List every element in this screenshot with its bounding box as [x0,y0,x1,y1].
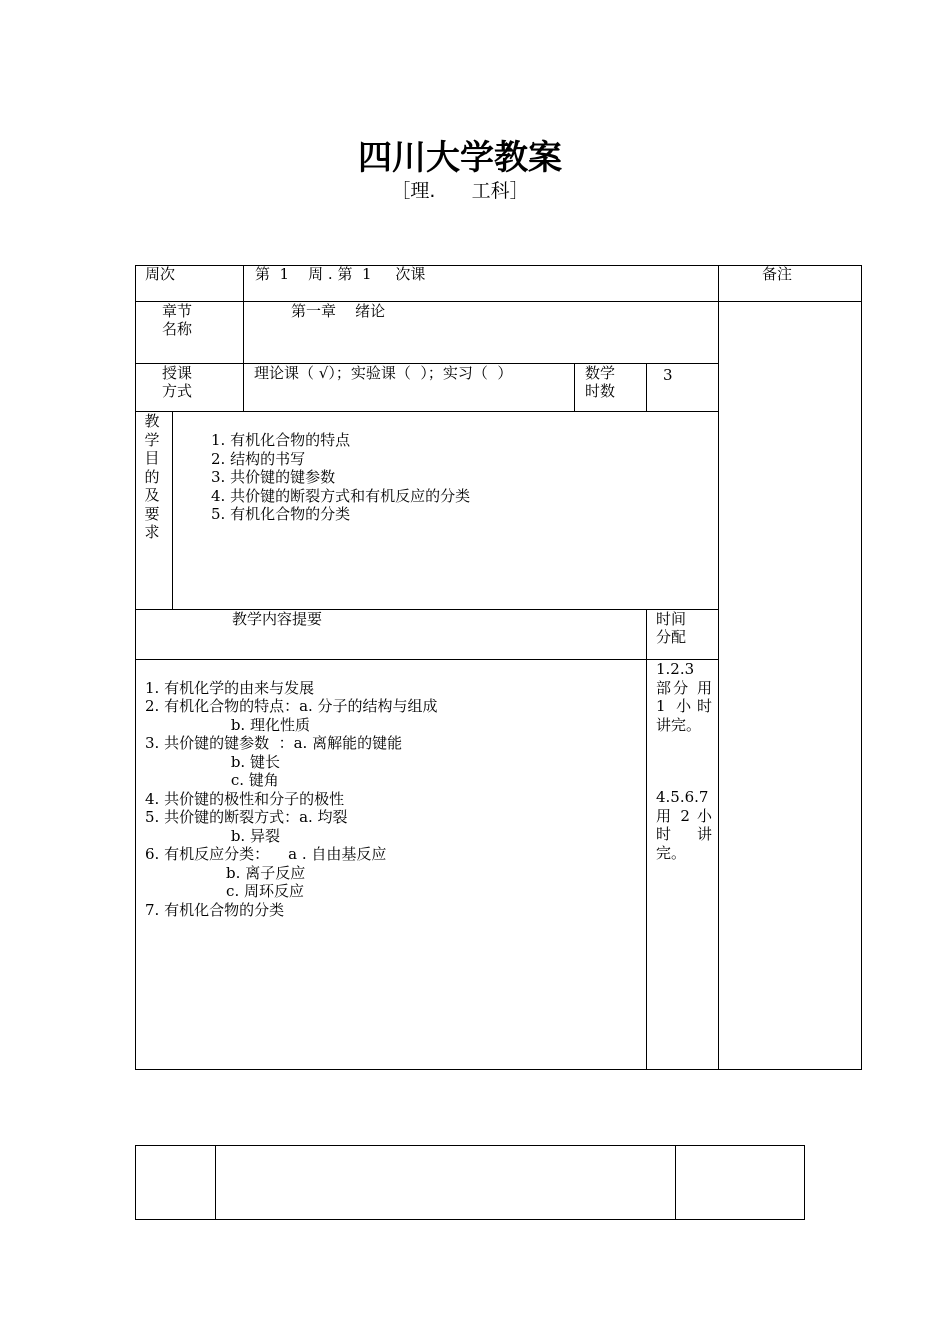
table-border-bottom [135,1219,805,1220]
table-rule [135,659,719,660]
table-rule [718,265,719,1070]
content-line: b. 理化性质 [145,716,310,734]
table-rule [646,609,647,1070]
method-label-2: 方式 [162,382,193,400]
objective-item: 1. 有机化合物的特点 [211,431,351,449]
content-header: 教学内容提要 [232,610,323,628]
table-rule [574,363,575,412]
time-header-1: 时间 [656,610,687,628]
content-line: b. 异裂 [145,827,280,845]
content-line: 4. 共价键的极性和分子的极性 [145,790,345,808]
chapter-label-1: 章节 [162,302,193,320]
content-line: 5. 共价键的断裂方式：a. 均裂 [145,808,348,826]
table-rule [172,411,173,610]
table-border-right [861,265,862,1070]
content-line: 1. 有机化学的由来与发展 [145,679,315,697]
table-rule [135,411,719,412]
page-title: 四川大学教案 [358,138,562,178]
time-note: 4.5.6.7 用 2 小 时 讲完。 [656,788,712,862]
table-border-bottom [135,1069,862,1070]
content-line: c. 周环反应 [145,882,304,900]
content-line: b. 键长 [145,753,280,771]
week-label: 周次 [145,265,176,283]
objective-item: 5. 有机化合物的分类 [211,505,351,523]
time-header-2: 分配 [656,628,687,646]
hours-label-2: 时数 [585,382,616,400]
week-value: 第 1 周 . 第 1 次课 [255,265,426,283]
content-line: c. 键角 [145,771,279,789]
table-border-right [804,1145,805,1220]
table-rule [135,609,719,610]
time-note: 1.2.3 部分 用 1 小时 讲完。 [656,660,712,734]
table-border-left [135,265,136,1070]
table-rule [215,1145,216,1220]
table-border-left [135,1145,136,1220]
content-line: 7. 有机化合物的分类 [145,901,285,919]
table-border-top [135,1145,805,1146]
page-subtitle: ［理. 工科］ [391,180,529,202]
chapter-value: 第一章 绪论 [291,302,386,320]
hours-label-1: 数学 [585,364,616,382]
content-line: 3. 共价键的键参数 ：a. 离解能的键能 [145,734,403,752]
table-rule [646,363,647,412]
objective-item: 4. 共价键的断裂方式和有机反应的分类 [211,487,471,505]
objective-item: 3. 共价键的键参数 [211,468,336,486]
table-border-top [135,265,862,266]
remarks-label: 备注 [762,265,793,283]
objectives-label: 教学目的及要求 [144,412,160,541]
method-label-1: 授课 [162,364,193,382]
content-line: 6. 有机反应分类： a . 自由基反应 [145,845,387,863]
content-line: b. 离子反应 [145,864,306,882]
hours-value: 3 [663,366,673,384]
table-rule [135,301,862,302]
objective-item: 2. 结构的书写 [211,450,306,468]
table-rule [243,265,244,412]
table-rule [675,1145,676,1220]
method-value: 理论课（ √）；实验课（ ）；实习（ ） [254,364,513,382]
content-line: 2. 有机化合物的特点：a. 分子的结构与组成 [145,697,438,715]
chapter-label-2: 名称 [162,320,193,338]
